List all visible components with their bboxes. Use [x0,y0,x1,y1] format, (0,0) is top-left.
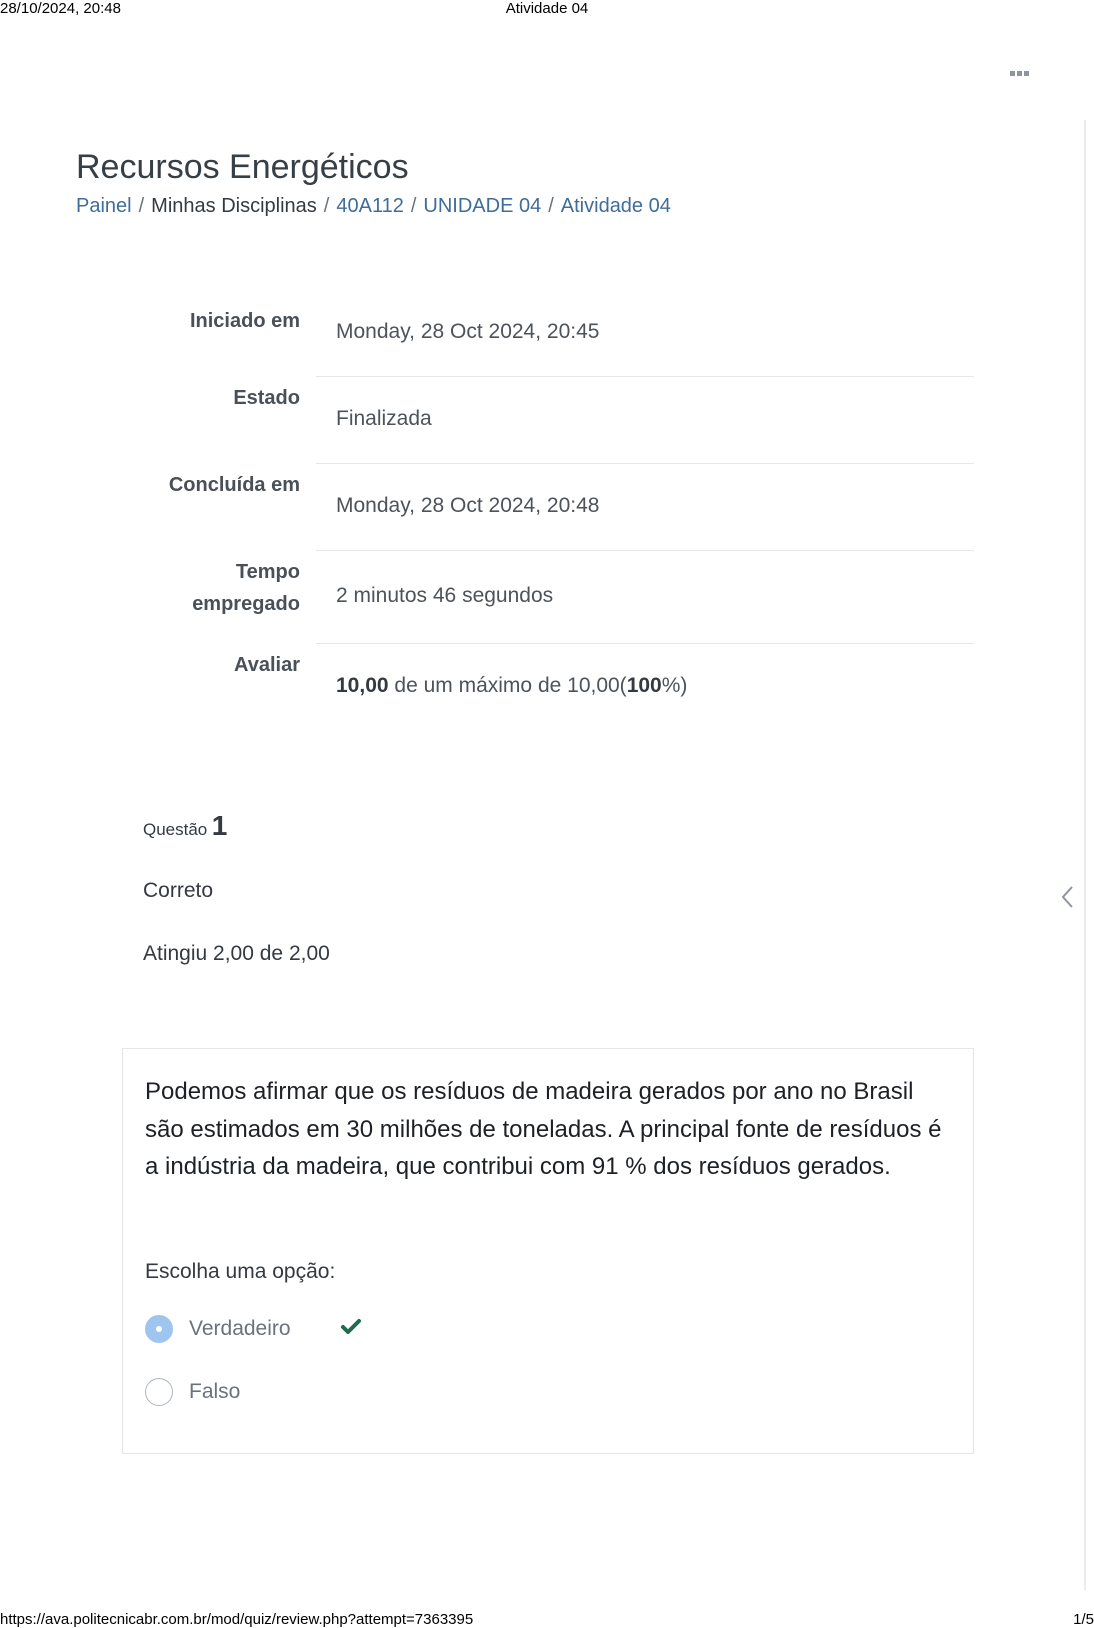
summary-row-time [140,551,974,644]
summary-row-state [140,377,974,464]
page-title: Recursos Energéticos [76,148,409,186]
breadcrumb-separator: / [323,195,330,217]
question-number-value: 1 [211,810,228,841]
summary-label: Concluída em [168,474,300,496]
summary-value: Finalizada [316,377,974,464]
checkmark-icon [341,1319,361,1340]
summary-value: Monday, 28 Oct 2024, 20:45 [316,300,974,377]
summary-label: Estado [233,387,300,409]
breadcrumb-item-unit[interactable]: UNIDADE 04 [423,195,542,217]
chevron-left-icon[interactable] [1060,885,1074,914]
question-state: Correto [143,879,214,902]
drawer-border [1084,120,1086,1590]
answer-prompt: Escolha uma opção: [145,1260,336,1283]
horizontal-dots-icon[interactable] [1010,71,1029,76]
breadcrumb-item-course[interactable]: 40A112 [336,195,404,217]
attempt-summary-table [140,300,974,698]
breadcrumb [76,195,671,218]
print-page-number: 1/5 [1073,1611,1094,1628]
summary-row-completed [140,464,974,551]
print-datetime: 28/10/2024, 20:48 [0,0,121,17]
summary-value-grade [316,644,974,698]
grade-text-end: %) [661,674,688,697]
summary-label: Avaliar [234,654,300,676]
option-falso[interactable] [145,1378,341,1406]
question-grade: Atingiu 2,00 de 2,00 [143,942,330,965]
summary-row-grade [140,644,974,698]
grade-score: 10,00 [336,674,389,697]
print-document-title: Atividade 04 [505,0,589,17]
question-label: Questão [143,820,208,839]
question-text: Podemos afirmar que os resíduos de madeira gerados por ano no Brasil são estimados em 30 milhões de toneladas. A principal fonte de resíduos é a indústria da madeira, que contribui com 91 % dos resíduos gerados. [145,1078,942,1180]
radio-button-checked[interactable] [145,1315,173,1343]
summary-row-started [140,300,974,377]
option-label: Verdadeiro [189,1317,291,1340]
grade-text: de um máximo de 10,00( [388,674,627,697]
option-label: Falso [189,1380,241,1403]
radio-button[interactable] [145,1378,173,1406]
breadcrumb-item-minhas-disciplinas: Minhas Disciplinas [151,195,317,217]
summary-value: 2 minutos 46 segundos [316,551,974,644]
grade-percent: 100 [626,674,662,697]
summary-label: Iniciado em [189,310,300,332]
summary-label: Tempo empregado [192,561,300,615]
breadcrumb-separator: / [548,195,554,217]
breadcrumb-separator: / [138,195,145,217]
print-url: https://ava.politecnicabr.com.br/mod/quiz/review.php?attempt=7363395 [0,1611,474,1628]
summary-value: Monday, 28 Oct 2024, 20:48 [316,464,974,551]
question-number [143,810,227,842]
breadcrumb-item-activity[interactable]: Atividade 04 [560,195,671,217]
question-card [122,1048,974,1454]
breadcrumb-item-painel[interactable]: Painel [76,195,132,217]
breadcrumb-separator: / [410,195,417,217]
option-verdadeiro[interactable] [145,1315,361,1343]
